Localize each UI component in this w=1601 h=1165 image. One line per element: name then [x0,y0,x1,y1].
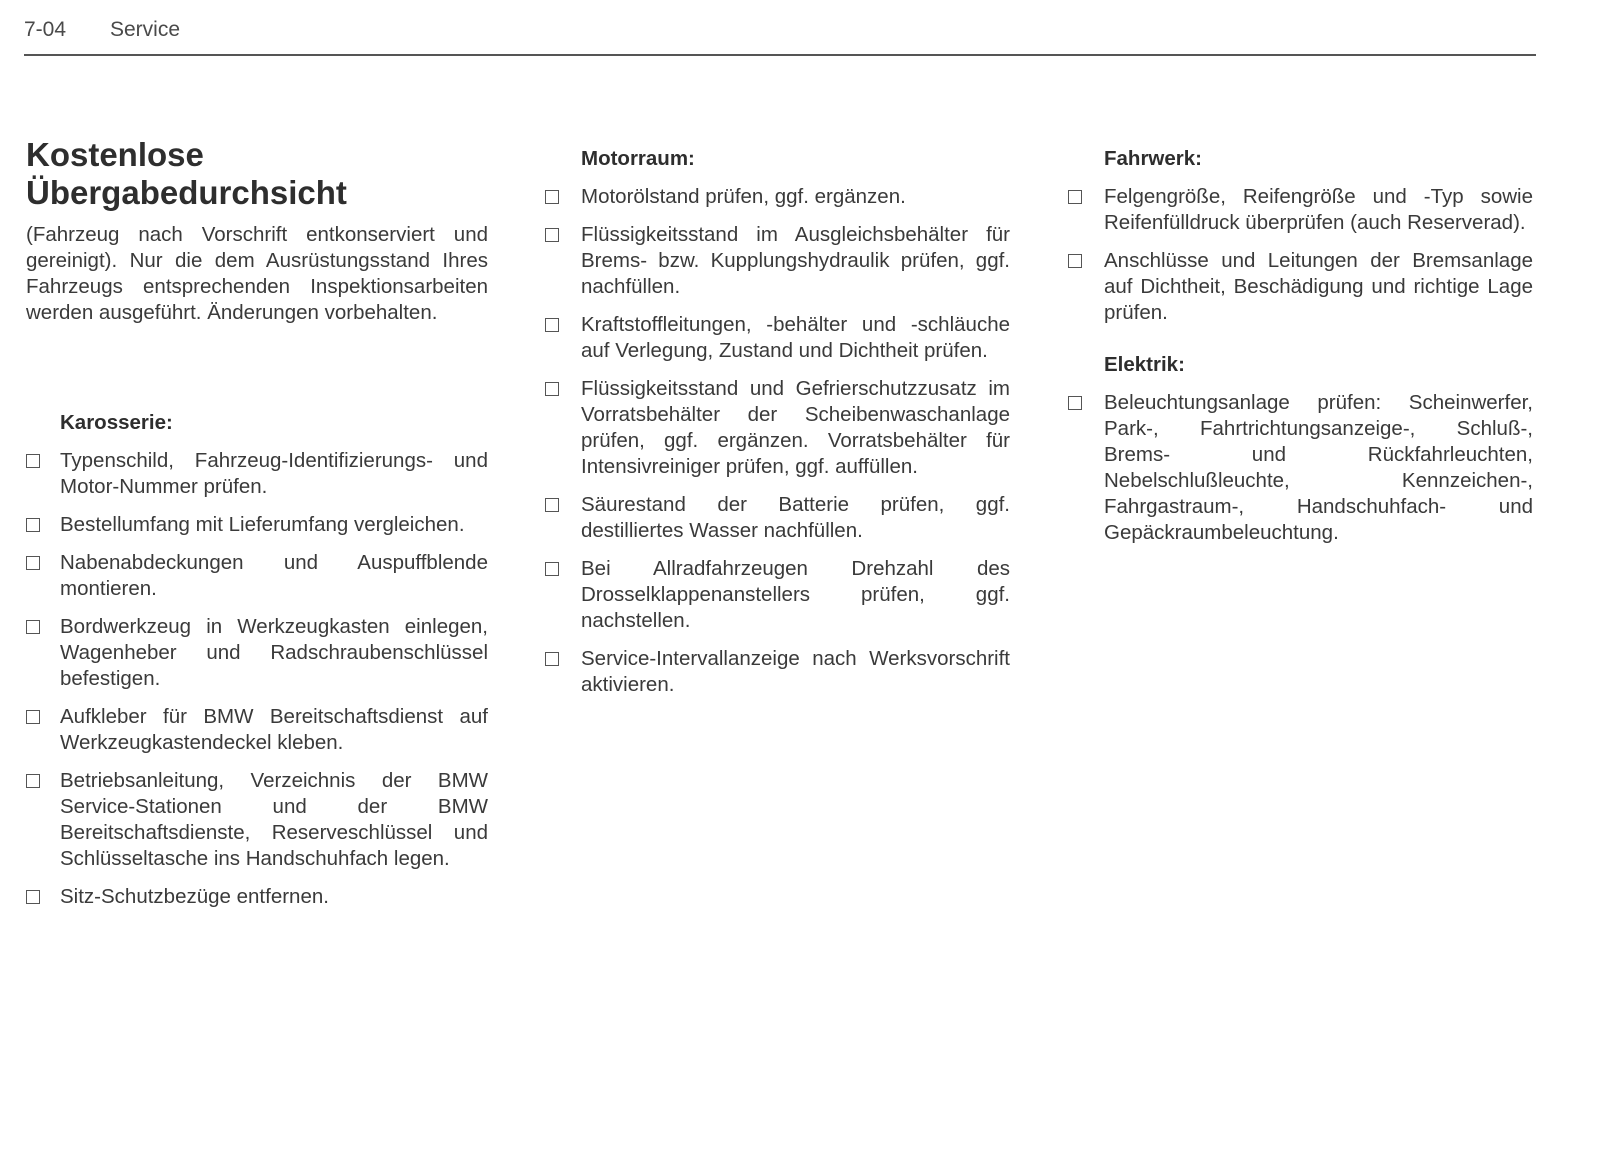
checklist-karosserie [26,448,488,910]
checklist-item: Bordwerkzeug in Werkzeugkasten einlegen, Wagenheber und Radschraubenschlüssel befestigen. [26,614,488,692]
checkbox-icon[interactable] [26,774,40,788]
heading-motorraum: Motorraum: [581,147,695,170]
checkbox-icon[interactable] [26,556,40,570]
checklist-item: Nabenabdeckungen und Auspuffblende montieren. [26,550,488,602]
checklist-item: Betriebsanleitung, Verzeichnis der BMW Service-Stationen und der BMW Bereitschaftsdienste, Reserveschlüssel und Schlüsseltasche ins Handschuhfach legen. [26,768,488,872]
checkbox-icon[interactable] [26,710,40,724]
checklist-item: Motorölstand prüfen, ggf. ergänzen. [545,184,1010,210]
checklist-item: Service-Intervallanzeige nach Werksvorschrift aktivieren. [545,646,1010,698]
checkbox-icon[interactable] [545,652,559,666]
checklist-item: Säurestand der Batterie prüfen, ggf. destilliertes Wasser nachfüllen. [545,492,1010,544]
checklist-item: Felgengröße, Reifengröße und -Typ sowie Reifenfülldruck überprüfen (auch Reserverad). [1068,184,1533,236]
checkbox-icon[interactable] [545,562,559,576]
checkbox-icon[interactable] [1068,396,1082,410]
checkbox-icon[interactable] [26,620,40,634]
checklist-item: Bestellumfang mit Lieferumfang vergleichen. [26,512,488,538]
checklist-item: Typenschild, Fahrzeug-Identifizierungs- und Motor-Nummer prüfen. [26,448,488,500]
checkbox-icon[interactable] [545,228,559,242]
checkbox-icon[interactable] [545,190,559,204]
checklist-motorraum [545,184,1010,698]
checkbox-icon[interactable] [545,382,559,396]
page-header [24,16,1536,56]
section-title: Service [110,18,181,41]
checklist-item: Flüssigkeitsstand und Gefrierschutzzusatz im Vorratsbehälter der Scheibenwaschanlage prüfen, ggf. ergänzen. Vorratsbehälter für Intensivreiniger prüfen, ggf. auffüllen. [545,376,1010,480]
checklist-item: Beleuchtungsanlage prüfen: Scheinwerfer, Park-, Fahrtrichtungsanzeige-, Schluß-, Brems- und Rückfahrleuchten, Nebelschlußleuchte, Kennzeichen-, Fahrgastraum-, Handschuhfach- und Gepäckraumbeleuchtung. [1068,390,1533,546]
checklist-fahrwerk [1068,184,1533,326]
heading-elektrik: Elektrik: [1104,353,1185,376]
checkbox-icon[interactable] [26,890,40,904]
checklist-item: Sitz-Schutzbezüge entfernen. [26,884,488,910]
page-number: 7-04 [24,18,67,41]
heading-fahrwerk: Fahrwerk: [1104,147,1202,170]
intro-text: (Fahrzeug nach Vorschrift entkonserviert und gereinigt). Nur die dem Ausrüstungsstand Ihres Fahrzeugs entsprechenden Inspektionsarbeiten werden ausgeführt. Änderungen vorbehalten. [26,223,488,324]
checkbox-icon[interactable] [545,498,559,512]
checklist-item: Anschlüsse und Leitungen der Bremsanlage auf Dichtheit, Beschädigung und richtige Lage prüfen. [1068,248,1533,326]
checklist-item: Flüssigkeitsstand im Ausgleichsbehälter für Brems- bzw. Kupplungshydraulik prüfen, ggf. nachfüllen. [545,222,1010,300]
title-line-1: Kostenlose [26,136,204,173]
column-3 [1068,146,1533,558]
checkbox-icon[interactable] [545,318,559,332]
column-2 [545,146,1010,710]
page-title [26,136,488,212]
checklist-item: Kraftstoffleitungen, -behälter und -schläuche auf Verlegung, Zustand und Dichtheit prüfen. [545,312,1010,364]
checkbox-icon[interactable] [26,518,40,532]
checklist-elektrik [1068,390,1533,546]
heading-karosserie: Karosserie: [60,411,173,434]
checkbox-icon[interactable] [26,454,40,468]
checklist-item: Aufkleber für BMW Bereitschaftsdienst auf Werkzeugkastendeckel kleben. [26,704,488,756]
title-line-2: Übergabedurchsicht [26,174,347,211]
checkbox-icon[interactable] [1068,190,1082,204]
column-1 [26,136,488,922]
checkbox-icon[interactable] [1068,254,1082,268]
checklist-item: Bei Allradfahrzeugen Drehzahl des Drosselklappenanstellers prüfen, ggf. nachstellen. [545,556,1010,634]
